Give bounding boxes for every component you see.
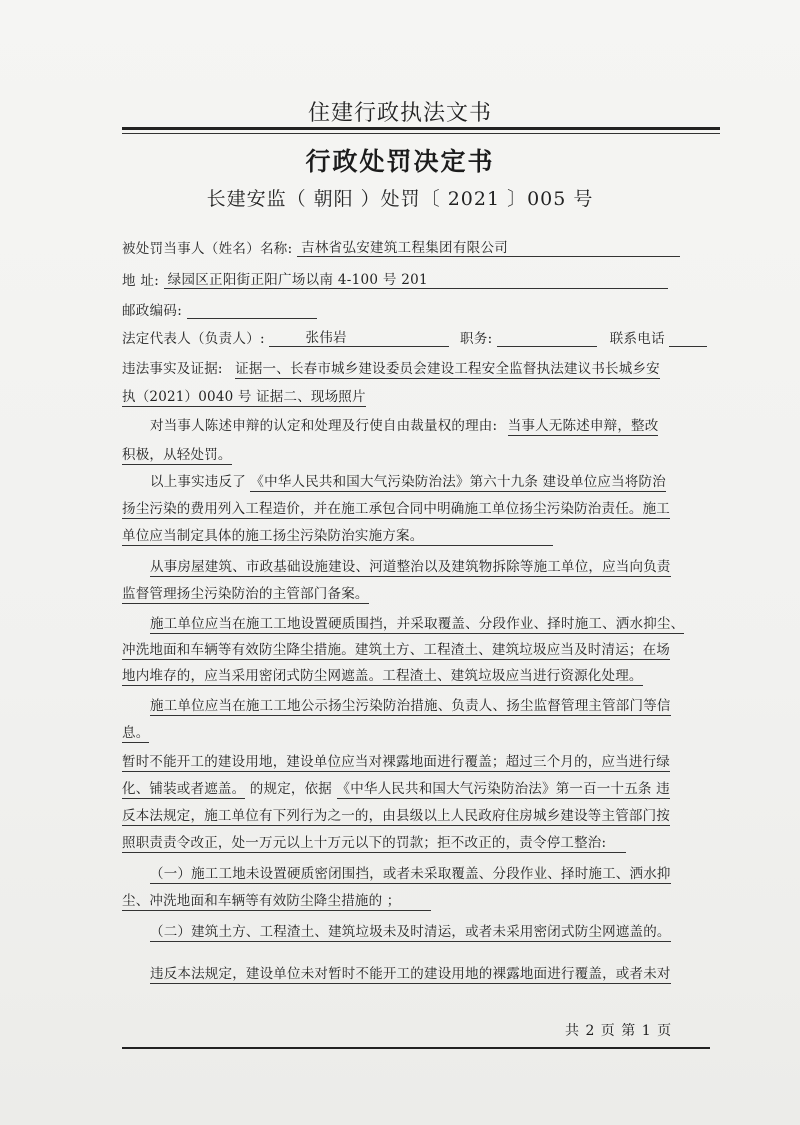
item-1-row-1 — [150, 862, 671, 882]
body-p5-line-2-value: 化、铺装或者遮盖。 — [122, 781, 246, 797]
representative-value: 张伟岩 — [269, 326, 449, 347]
body-p1-line-3: 单位应当制定具体的施工扬尘污染防治实施方案。 — [122, 528, 553, 546]
representative-label: 法定代表人（负责人）: — [122, 331, 265, 347]
item-2-line: （二）建筑土方、工程渣土、建筑垃圾未及时清运，或者未采用密闭式防尘网遮盖的。 — [150, 924, 671, 940]
party-name-row — [122, 236, 697, 257]
statement-row-1 — [150, 414, 658, 434]
evidence-row-1 — [122, 357, 660, 377]
body-p5-row-4 — [122, 831, 626, 851]
item-2-row — [150, 920, 671, 940]
body-p3-line-2: 冲洗地面和车辆等有效防尘降尘措施。建筑土方、工程渣土、建筑垃圾应当及时清运；在场 — [122, 642, 670, 658]
body-p6-line: 违反本法规定，建设单位未对暂时不能开工的建设用地的裸露地面进行覆盖，或者未对 — [150, 966, 671, 982]
body-p5-line-3: 反本法规定，施工单位有下列行为之一的，由县级以上人民政府住房城乡建设等主管部门按 — [122, 808, 670, 824]
body-p1-law: 《中华人民共和国大气污染防治法》第六十九条 建设单位应当将防治 — [250, 474, 666, 490]
address-value: 绿园区正阳街正阳广场以南 4-100 号 201 — [164, 268, 668, 289]
position-blank — [497, 332, 597, 347]
body-p4-row-2 — [122, 721, 149, 741]
document-number: 长建安监（ 朝阳 ）处罚〔 2021 〕005 号 — [206, 188, 594, 210]
body-p3-row-3 — [122, 664, 643, 684]
statement-value: 当事人无陈述申辩，整改 — [507, 418, 659, 434]
position-label: 职务: — [460, 331, 493, 347]
representative-row — [122, 326, 697, 347]
evidence-line-1: 证据一、长春市城乡建设委员会建设工程安全监督执法建议书长城乡安 — [235, 361, 660, 377]
statement-prefix: 对当事人陈述申辩的认定和处理及行使自由裁量权的理由: — [150, 418, 498, 434]
phone-label: 联系电话 — [609, 331, 665, 347]
postcode-label: 邮政编码: — [122, 303, 183, 319]
body-p3-line-1: 施工单位应当在施工工地设置硬质围挡，并采取覆盖、分段作业、择时施工、洒水抑尘、 — [150, 616, 685, 632]
body-p4-row-1 — [150, 694, 671, 714]
body-p6-row — [150, 962, 671, 982]
address-label: 地 址: — [122, 273, 160, 289]
body-p2-row-2 — [122, 582, 369, 602]
body-p5-line-4: 照职责责令改正，处一万元以上十万元以下的罚款；拒不改正的，责令停工整治: — [122, 835, 626, 853]
agency-heading: 住建行政执法文书 — [307, 101, 492, 126]
statement-line-2: 积极，从轻处罚。 — [122, 447, 232, 463]
body-p5-row-3 — [122, 804, 670, 824]
item-1-line-2: 尘、冲洗地面和车辆等有效防尘降尘措施的 ； — [122, 893, 431, 911]
document-title: 行政处罚决定书 — [305, 147, 495, 176]
party-name-value: 吉林省弘安建筑工程集团有限公司 — [297, 236, 680, 257]
body-p5-line-2-law: 《中华人民共和国大气污染防治法》第一百一十五条 违 — [336, 781, 670, 797]
body-p5-line-1: 暂时不能开工的建设用地，建设单位应当对裸露地面进行覆盖；超过三个月的，应当进行绿 — [122, 754, 670, 770]
phone-blank — [669, 332, 707, 347]
item-1-row-2 — [122, 889, 431, 909]
body-p1-row-2 — [122, 497, 670, 517]
body-p1-prefix: 以上事实违反了 — [150, 474, 246, 490]
statement-row-2 — [122, 443, 232, 463]
body-p2-row-1 — [150, 555, 671, 575]
page-counter: 共 2 页 第 1 页 — [565, 1023, 673, 1039]
body-p1-line-2: 扬尘污染的费用列入工程造价，并在施工承包合同中明确施工单位扬尘污染防治责任。施工 — [122, 501, 670, 517]
body-p4-line-1: 施工单位应当在施工工地公示扬尘污染防治措施、负责人、扬尘监督管理主管部门等信 — [150, 698, 671, 714]
footer-rule — [122, 1047, 710, 1049]
body-p1-row-3 — [122, 524, 553, 544]
body-p2-line-1: 从事房屋建筑、市政基础设施建设、河道整治以及建筑物拆除等施工单位，应当向负责 — [150, 559, 671, 575]
body-p5-row-1 — [122, 750, 670, 770]
evidence-row-2 — [122, 385, 366, 405]
evidence-line-2: 执（2021）0040 号 证据二、现场照片 — [122, 389, 366, 405]
evidence-label: 违法事实及证据: — [122, 361, 223, 377]
postcode-row — [122, 299, 697, 319]
body-p5-line-2-mid: 的规定，依据 — [245, 781, 337, 797]
body-p3-row-2 — [122, 638, 670, 658]
body-p5-row-2 — [122, 777, 670, 797]
party-name-label: 被处罚当事人（姓名）名称: — [122, 241, 293, 257]
item-1-line-1: （一）施工工地未设置硬质密闭围挡，或者未采取覆盖、分段作业、择时施工、洒水抑 — [150, 866, 671, 882]
body-p2-line-2: 监督管理扬尘污染防治的主管部门备案。 — [122, 586, 369, 602]
header-rule-thick — [122, 127, 720, 130]
address-row — [122, 268, 697, 289]
header-rule-thin — [122, 133, 720, 134]
body-p4-line-2: 息。 — [122, 725, 150, 741]
body-p1-row-1 — [150, 470, 666, 490]
postcode-blank — [187, 304, 317, 319]
body-p3-row-1 — [150, 612, 684, 632]
body-p3-line-3: 地内堆存的，应当采用密闭式防尘网遮盖。工程渣土、建筑垃圾应当进行资源化处理。 — [122, 668, 643, 684]
